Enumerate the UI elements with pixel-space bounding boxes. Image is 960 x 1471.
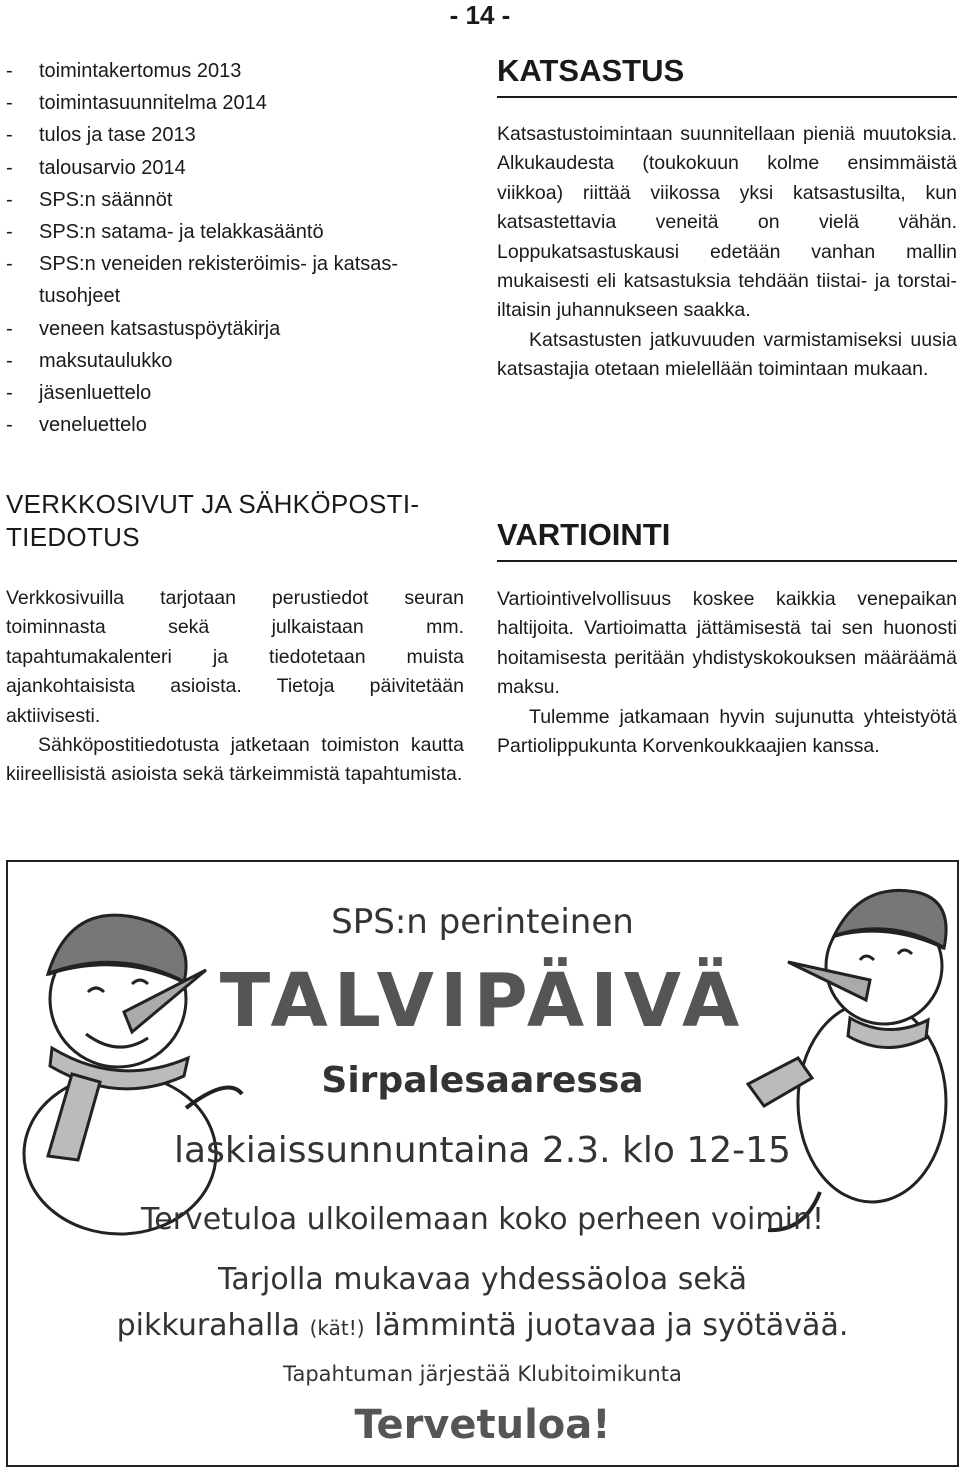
section-title: VERKKOSIVUT JA SÄHKÖPOSTI- TIEDOTUS [6, 489, 420, 552]
web-section [6, 488, 464, 790]
katsastus-section [497, 52, 957, 385]
page-number: - 14 - [449, 0, 511, 30]
poster-line: Tarjolla mukavaa yhdessäoloa sekä [217, 1262, 748, 1297]
paragraph: Katsastusten jatkuvuuden varmistamiseksi uusia katsastajia otetaan mielellään toimintaan mukaan. [497, 328, 957, 381]
list-item: - veneen katsastuspöytäkirja [6, 313, 476, 345]
list-item-continuation: tusohjeet [39, 285, 121, 308]
list-item: - SPS:n satama- ja telakkasääntö [6, 216, 476, 248]
event-poster [6, 860, 959, 1467]
section-rule [497, 96, 957, 98]
list-item: - toimintasuunnitelma 2014 [6, 87, 476, 119]
poster-title: TALVIPÄIVÄ [219, 958, 746, 1044]
poster-line: Sirpalesaaressa [321, 1060, 644, 1101]
list-item: - SPS:n säännöt [6, 184, 476, 216]
list-item: - veneluettelo [6, 409, 476, 441]
poster-line: pikkurahalla (kät!) lämmintä juotavaa ja syötävää. [116, 1308, 849, 1343]
section-rule [497, 560, 957, 562]
document-list [6, 55, 476, 441]
list-item: - maksutaulukko [6, 345, 476, 377]
paragraph: Vartiointivelvollisuus koskee kaikkia venepaikan haltijoita. Vartioimatta jättämisestä tai sen huonosti hoitamisesta peritään yhdistyskokouksen määräämä maksu. [497, 588, 957, 699]
poster-line: Tapahtuman järjestää Klubitoimikunta [283, 1362, 682, 1386]
list-item: - tulos ja tase 2013 [6, 119, 476, 151]
paragraph: Tulemme jatkamaan hyvin sujunutta yhteistyötä Partiolippukunta Korvenkoukkaajien kanssa. [497, 705, 957, 758]
paragraph: Verkkosivuilla tarjotaan perustiedot seuran toiminnasta sekä julkaistaan mm. tapahtumakalenteri ja tiedotetaan muista ajankohtaisista asioista. Tietoja päivitetään aktiivisesti. [6, 587, 464, 727]
list-item: - toimintakertomus 2013 [6, 55, 476, 87]
poster-line: laskiaissunnuntaina 2.3. klo 12-15 [174, 1130, 791, 1171]
paragraph: Sähköpostitiedotusta jatketaan toimiston kautta kiireellisistä asioista sekä tärkeimmistä tapahtumista. [6, 734, 464, 786]
list-item: - jäsenluettelo [6, 377, 476, 409]
list-item: - SPS:n veneiden rekisteröimis- ja katsas- [6, 248, 476, 280]
list-item: - talousarvio 2014 [6, 152, 476, 184]
section-title: KATSASTUS [497, 53, 685, 88]
poster-line: Tervetuloa ulkoilemaan koko perheen voimin! [141, 1202, 824, 1237]
poster-line: Tervetuloa! [354, 1402, 611, 1448]
paragraph: Katsastustoimintaan suunnitellaan pieniä muutoksia. Alkukaudesta (toukokuun kolme ensimmäistä viikkoa) riittää viikossa yksi katsastusilta, kun katsastettavia veneitä on vielä vähän. Loppukatsastuskausi edetään vanhan mallin mukaisesti eli katsastuksia tehdään tiistai- ja torstai-iltaisin juhannukseen saakka. [497, 123, 957, 322]
section-title: VARTIOINTI [497, 517, 671, 552]
poster-line: SPS:n perinteinen [331, 902, 634, 942]
vartiointi-section [497, 516, 957, 761]
